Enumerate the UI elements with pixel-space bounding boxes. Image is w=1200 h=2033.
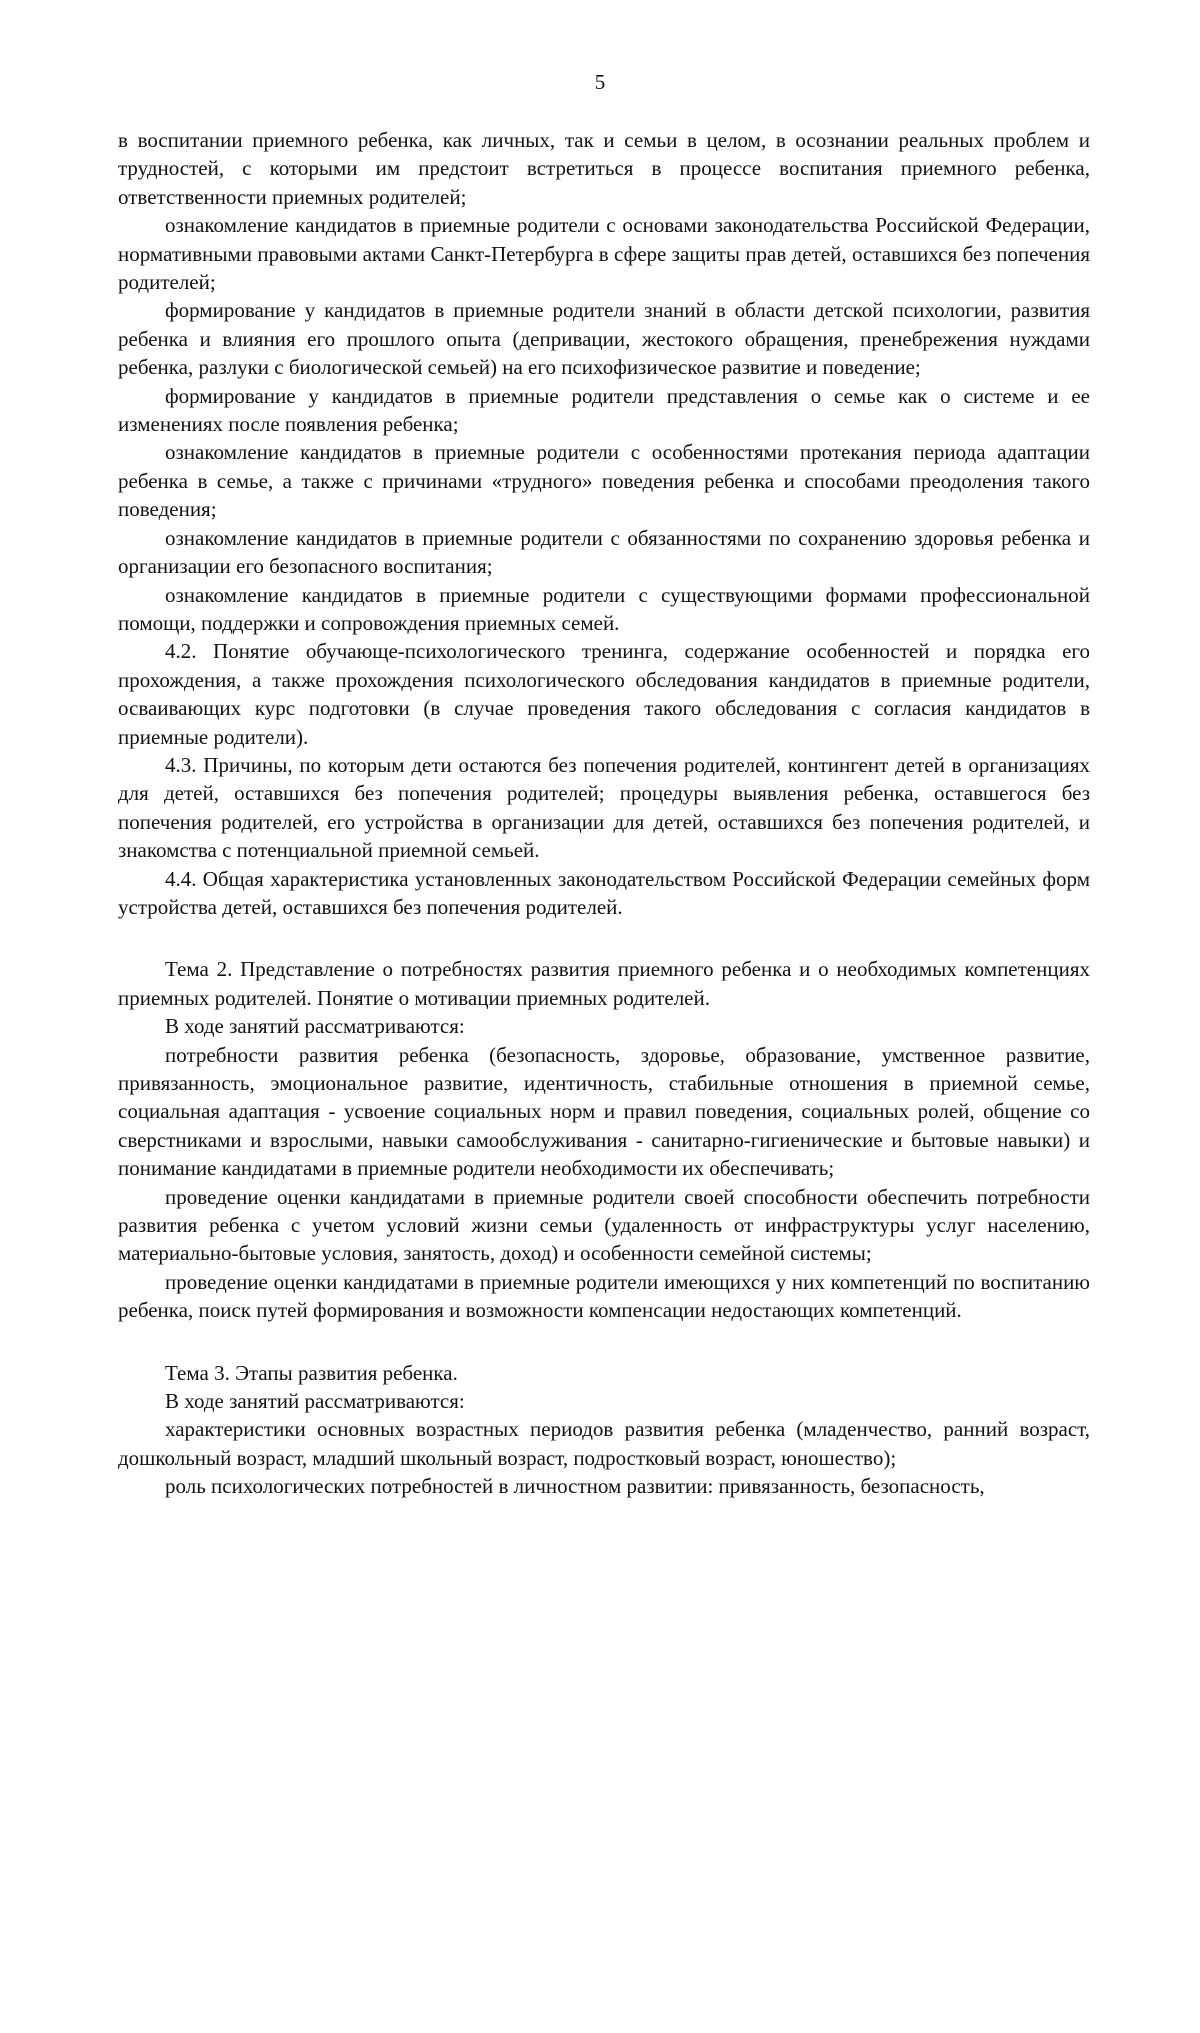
topic-3-heading: Тема 3. Этапы развития ребенка. — [165, 1360, 458, 1385]
paragraph-adaptation: ознакомление кандидатов в приемные родители с особенностями протекания периода адаптации ребенка в семье, а также с причинами «трудного» поведения ребенка и способами преодоления такого поведения; — [118, 440, 1090, 522]
paragraph-needs: потребности развития ребенка (безопасность, здоровье, образование, умственное развитие, привязанность, эмоциональное развитие, идентичность, стабильные отношения в приемной семье, социальная адаптация - усвоение социальных норм и правил поведения, социальных ролей, общение со сверстниками и взрослыми, навыки самообслуживания - санитарно-гигиенические и бытовые навыки) и понимание кандидатами в приемные родители необходимости их обеспечивать; — [118, 1042, 1090, 1181]
document-body — [118, 126, 1090, 1501]
paragraph-health: ознакомление кандидатов в приемные родители с обязанностями по сохранению здоровья ребенка и организации его безопасного воспитания; — [118, 525, 1090, 579]
paragraph-4-4: 4.4. Общая характеристика установленных законодательством Российской Федерации семейных форм устройства детей, оставшихся без попечения родителей. — [118, 866, 1090, 919]
paragraph-age-periods: характеристики основных возрастных периодов развития ребенка (младенчество, ранний возраст, дошкольный возраст, младший школьный возраст, подростковый возраст, юношество); — [118, 1417, 1090, 1470]
paragraph-4-3: 4.3. Причины, по которым дети остаются без попечения родителей, контингент детей в организациях для детей, оставшихся без попечения родителей; процедуры выявления ребенка, оставшегося без попечения родителей, его устройства в организации для детей, оставшихся без попечения родителей, и знакомства с потенциальной приемной семьей. — [118, 752, 1090, 863]
topic-3-intro: В ходе занятий рассматриваются: — [165, 1389, 465, 1414]
page-number: 5 — [594, 70, 606, 94]
topic-2-heading: Тема 2. Представление о потребностях развития приемного ребенка и о необходимых компетенциях приемных родителей. Понятие о мотивации приемных родителей. — [118, 957, 1090, 1010]
paragraph-continuation: в воспитании приемного ребенка, как личных, так и семьи в целом, в осознании реальных проблем и трудностей, с которыми им предстоит встретиться в процессе воспитания приемного ребенка, ответственности приемных родителей; — [118, 128, 1090, 209]
paragraph-assessment-ability: проведение оценки кандидатами в приемные родители своей способности обеспечить потребности развития ребенка с учетом условий жизни семьи (удаленность от инфраструктуры услуг населению, материально-бытовые условия, занятость, доход) и особенности семейной системы; — [118, 1184, 1090, 1266]
paragraph-support: ознакомление кандидатов в приемные родители с существующими формами профессиональной помощи, поддержки и сопровождения приемных семей. — [118, 582, 1090, 635]
paragraph-family-system: формирование у кандидатов в приемные родители представления о семье как о системе и ее изменениях после появления ребенка; — [118, 383, 1090, 437]
topic-2-intro: В ходе занятий рассматриваются: — [165, 1014, 465, 1039]
paragraph-legislation: ознакомление кандидатов в приемные родители с основами законодательства Российской Федерации, нормативными правовыми актами Санкт-Петербурга в сфере защиты прав детей, оставшихся без попечения родителей; — [118, 213, 1090, 295]
paragraph-psych-needs: роль психологических потребностей в личностном развитии: привязанность, безопасность, — [165, 1474, 985, 1499]
paragraph-assessment-competence: проведение оценки кандидатами в приемные родители имеющихся у них компетенций по воспитанию ребенка, поиск путей формирования и возможности компенсации недостающих компетенций. — [118, 1269, 1090, 1323]
paragraph-4-2: 4.2. Понятие обучающе-психологического тренинга, содержание особенностей и порядка его прохождения, а также прохождения психологического обследования кандидатов в приемные родители, осваивающих курс подготовки (в случае проведения такого обследования с согласия кандидатов в приемные родители). — [118, 639, 1090, 749]
paragraph-psychology: формирование у кандидатов в приемные родители знаний в области детской психологии, развития ребенка и влияния его прошлого опыта (депривации, жестокого обращения, пренебрежения нуждами ребенка, разлуки с биологической семьей) на его психофизическое развитие и поведение; — [118, 298, 1090, 380]
